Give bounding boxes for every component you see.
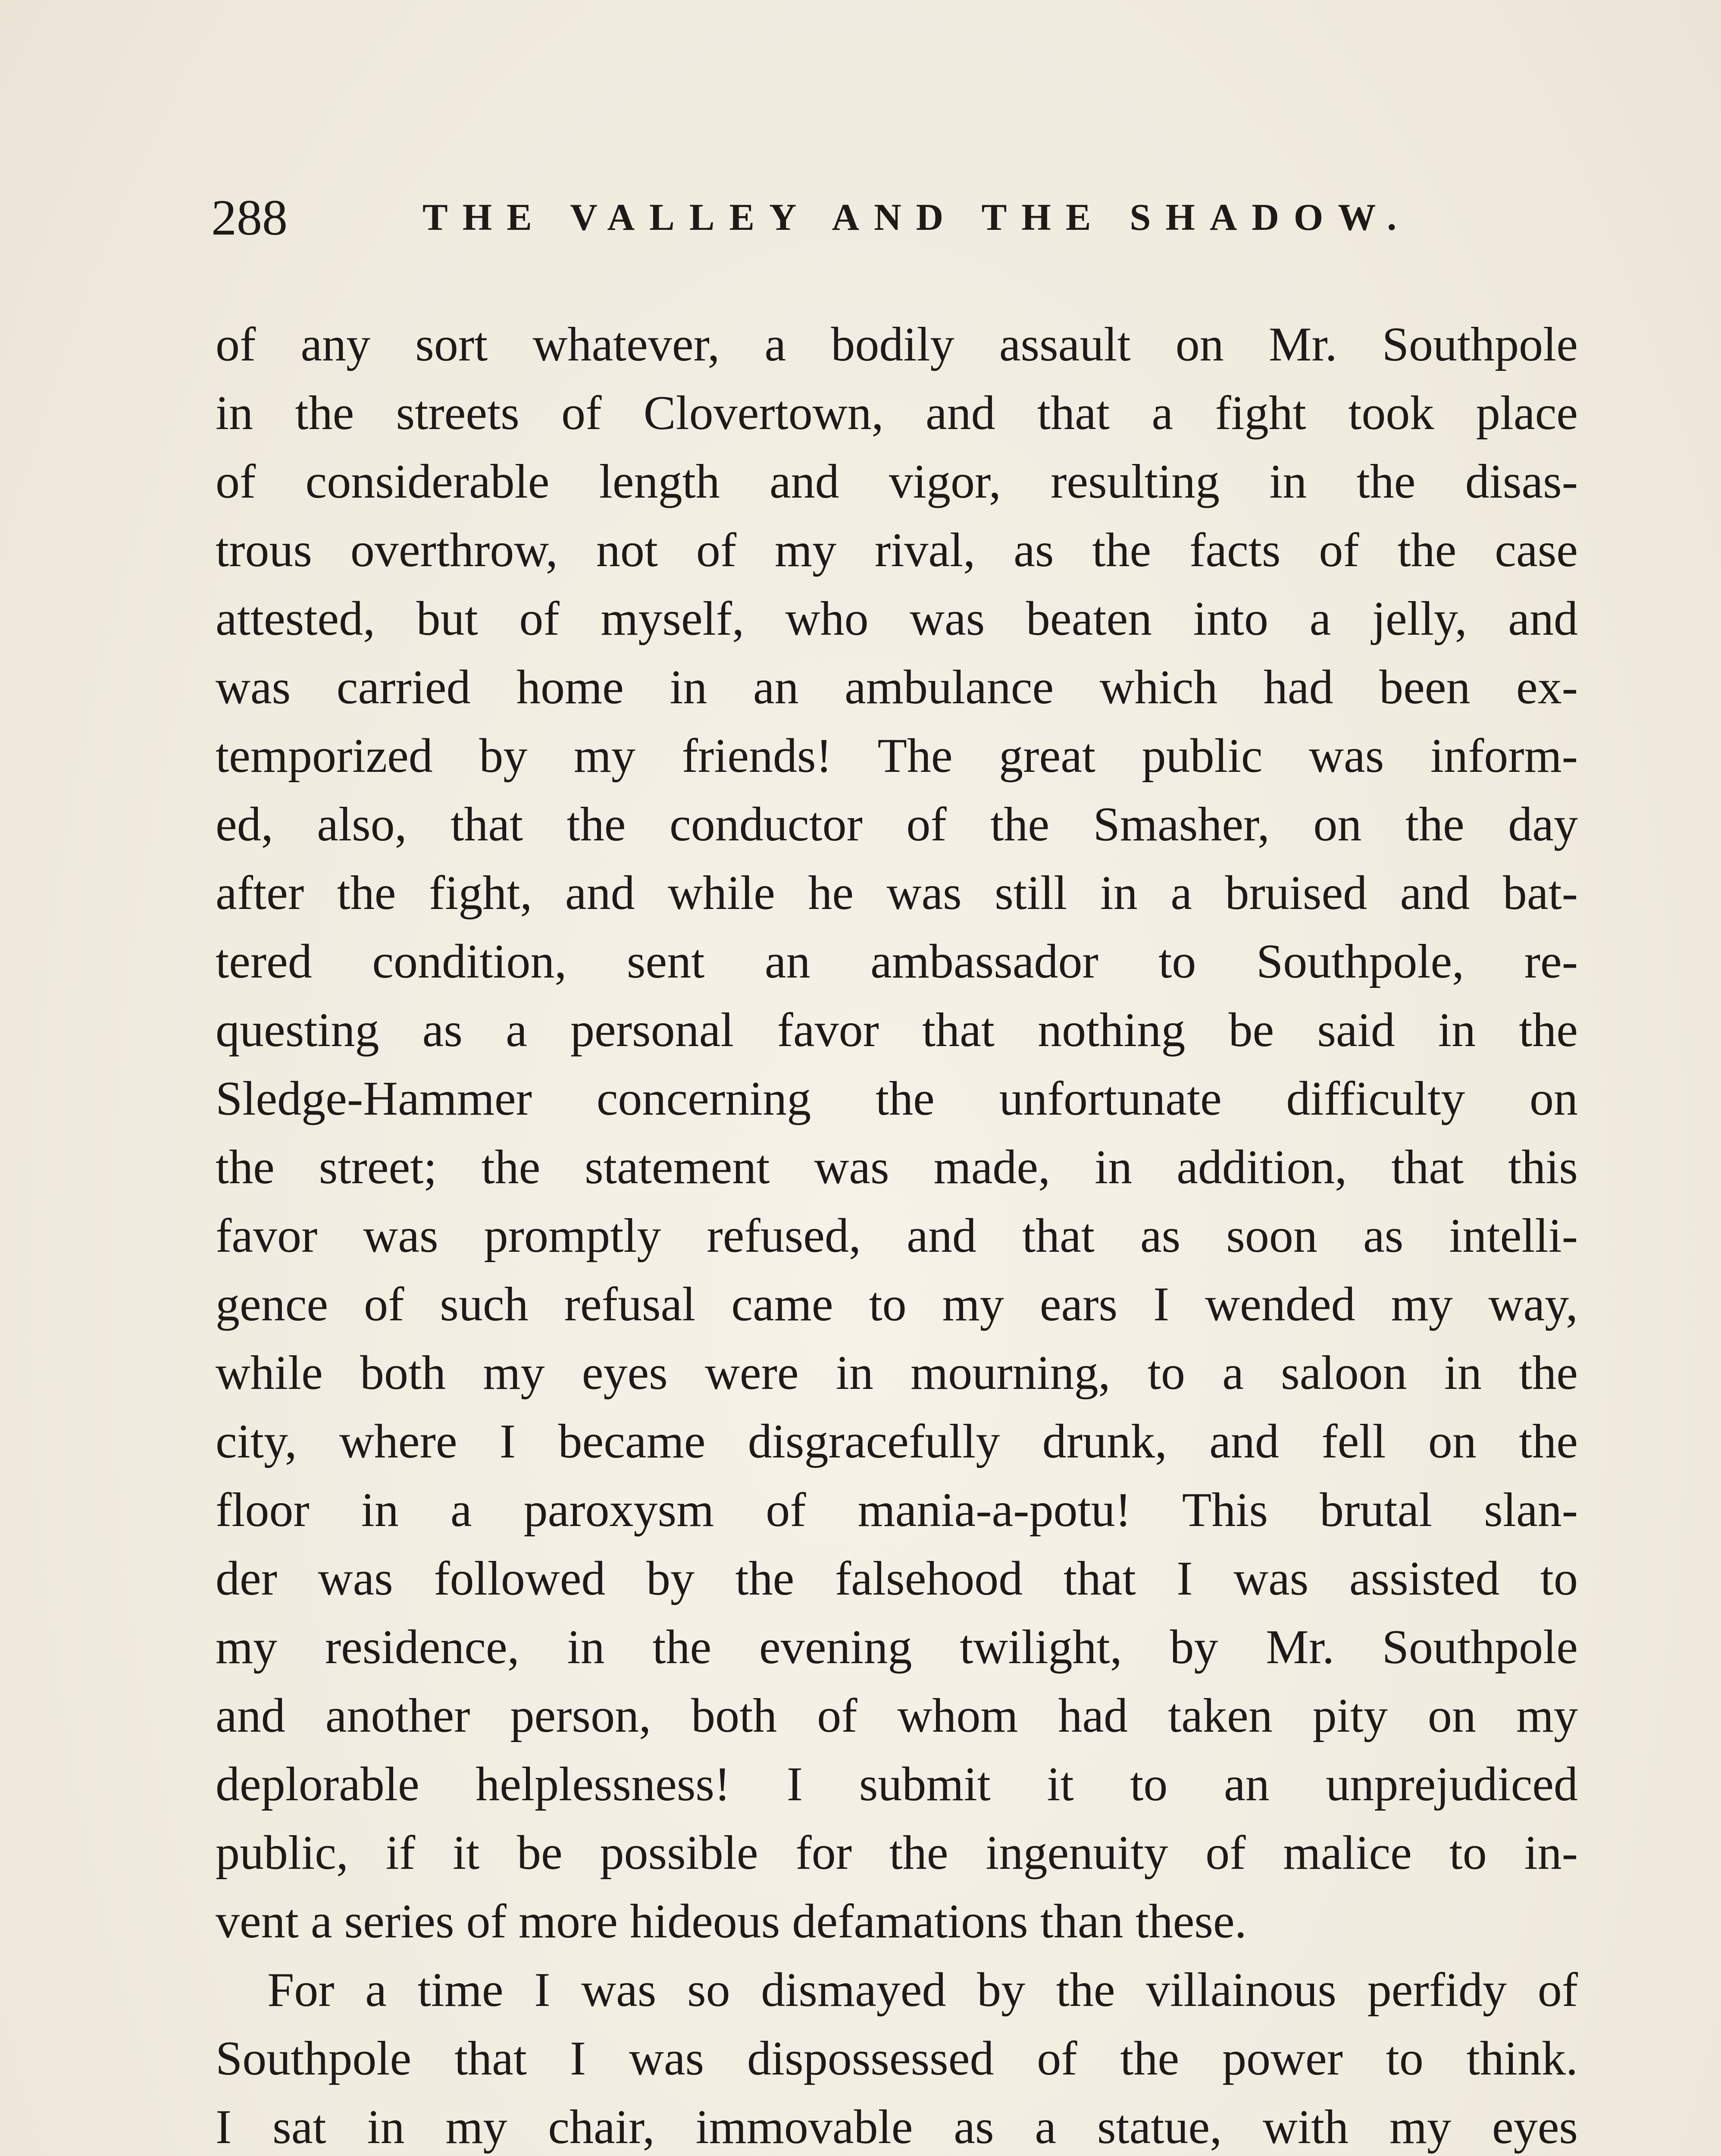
text-line: while both my eyes were in mourning, to a saloon in the (216, 1346, 1578, 1400)
text-line: gence of such refusal came to my ears I wended my way, (216, 1278, 1578, 1331)
text-line: attested, but of myself, who was beaten into a jelly, and (216, 592, 1578, 646)
text-line: tered condition, sent an ambassador to Southpole, re- (216, 935, 1578, 988)
text-line: city, where I became disgracefully drunk, and fell on the (216, 1415, 1578, 1468)
paragraph-start-line: For a time I was so dismayed by the villainous perfidy of (267, 1963, 1578, 2017)
text-line: vent a series of more hideous defamations than these. (216, 1895, 1247, 1948)
text-line: after the fight, and while he was still in a bruised and bat- (216, 866, 1578, 920)
text-line: der was followed by the falsehood that I was assisted to (216, 1552, 1578, 1605)
text-line: temporized by my friends! The great public was inform- (216, 729, 1578, 783)
text-line: I sat in my chair, immovable as a statue, with my eyes (216, 2100, 1578, 2154)
text-line: in the streets of Clovertown, and that a fight took place (216, 386, 1578, 440)
text-line: and another person, both of whom had taken pity on my (216, 1689, 1578, 1742)
text-line: floor in a paroxysm of mania-a-potu! This brutal slan- (216, 1483, 1578, 1537)
text-line: favor was promptly refused, and that as soon as intelli- (216, 1209, 1578, 1263)
text-line: was carried home in an ambulance which had been ex- (216, 661, 1578, 714)
page-header (211, 185, 1411, 250)
text-line: of any sort whatever, a bodily assault on Mr. Southpole (216, 318, 1578, 371)
text-line: the street; the statement was made, in addition, that this (216, 1141, 1578, 1194)
body-text (216, 310, 1578, 2156)
page-number: 288 (211, 189, 288, 246)
text-line: deplorable helplessness! I submit it to an unprejudiced (216, 1758, 1578, 1811)
text-line: trous overthrow, not of my rival, as the facts of the case (216, 523, 1578, 577)
text-line: public, if it be possible for the ingenuity of malice to in- (216, 1826, 1578, 1880)
text-line: questing as a personal favor that nothing be said in the (216, 1003, 1578, 1057)
text-line: ed, also, that the conductor of the Smasher, on the day (216, 798, 1578, 851)
text-line: Sledge-Hammer concerning the unfortunate difficulty on (216, 1072, 1578, 1125)
text-line: my residence, in the evening twilight, by Mr. Southpole (216, 1620, 1578, 1674)
text-line: Southpole that I was dispossessed of the power to think. (216, 2032, 1578, 2085)
text-line: of considerable length and vigor, resulting in the disas- (216, 455, 1578, 508)
running-title: THE VALLEY AND THE SHADOW. (422, 197, 1411, 238)
